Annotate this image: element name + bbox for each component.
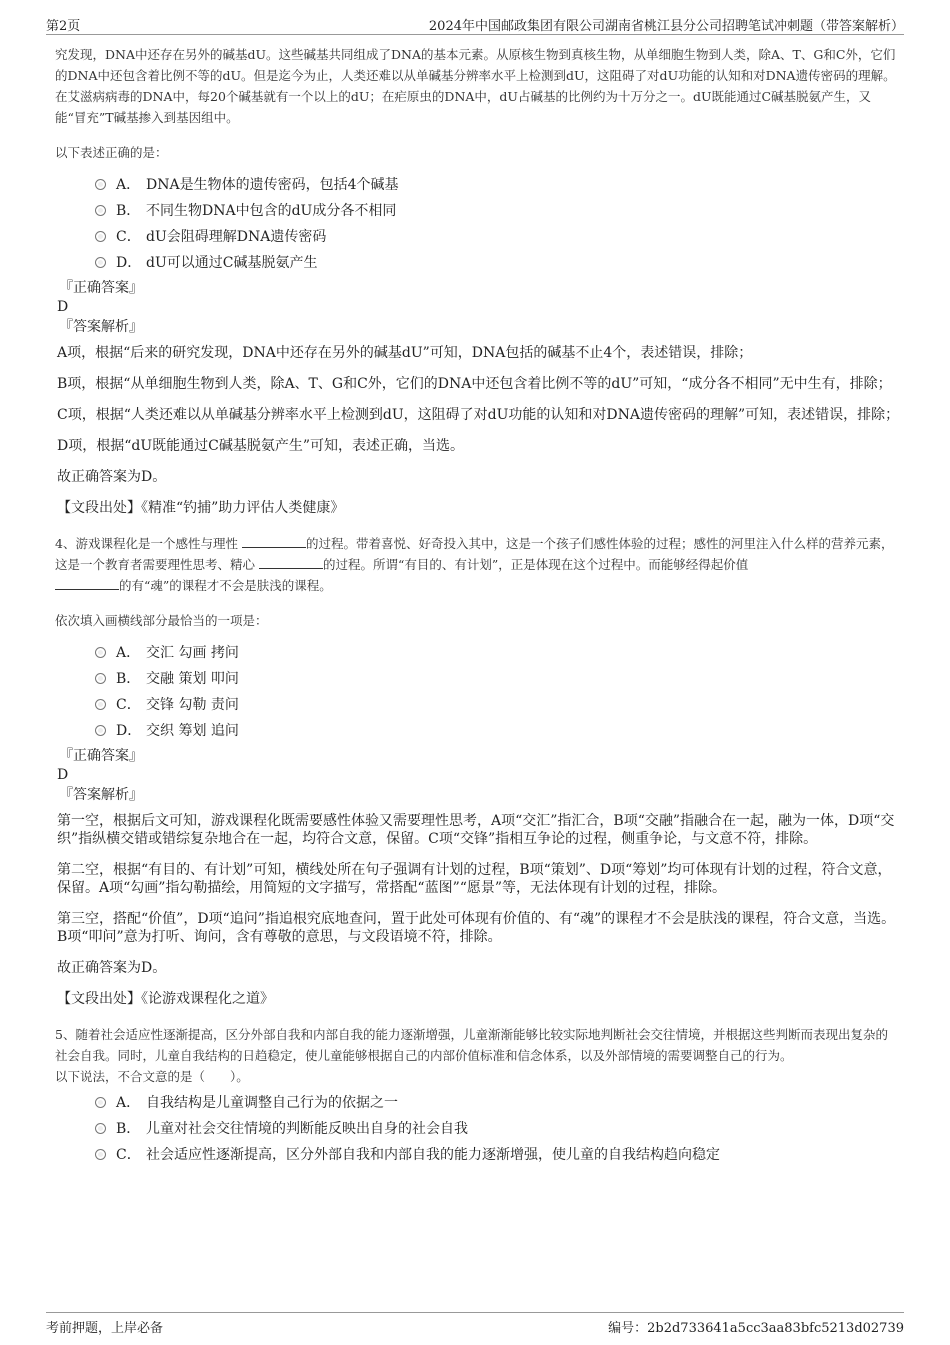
correct-answer-label: 『正确答案』 bbox=[59, 748, 143, 764]
passage-text: 究发现，DNA中还存在另外的碱基dU。这些碱基共同组成了DNA的基本元素。从原核生物到真核生物，从单细胞生物到人类，除A、T、G和C外，它们的DNA中还包含着比例不等的dU。但是迄今为止，人类还难以从单碱基分辨率水平上检测到dU，这阻碍了对dU功能的认知和对DNA遗传密码的理解。在艾滋病病毒的DNA中，每20个碱基就有一个以上的dU；在疟原虫的DNA中，dU占碱基的比例约为十万分之一。dU既能通过C碱基脱氨产生，又能“冒充”T碱基掺入到基因组中。 bbox=[55, 47, 896, 125]
radio-icon[interactable] bbox=[95, 647, 106, 658]
option-letter: B． bbox=[116, 1121, 141, 1137]
document-title: 2024年中国邮政集团有限公司湖南省桃江县分公司招聘笔试冲刺题（带答案解析） bbox=[428, 19, 904, 34]
option-letter: A． bbox=[116, 1095, 141, 1111]
radio-icon[interactable] bbox=[95, 257, 106, 268]
radio-icon[interactable] bbox=[95, 179, 106, 190]
option-letter: A． bbox=[116, 645, 141, 661]
question-prompt: 依次填入画横线部分最恰当的一项是： bbox=[55, 613, 268, 628]
page-footer bbox=[46, 1312, 904, 1335]
radio-icon[interactable] bbox=[95, 725, 106, 736]
option-text: 不同生物DNA中包含的dU成分各不相同 bbox=[146, 203, 397, 219]
radio-icon[interactable] bbox=[95, 1123, 106, 1134]
option-letter: B． bbox=[116, 203, 141, 219]
question-prompt: 以下表述正确的是： bbox=[55, 145, 168, 160]
option-text: 儿童对社会交往情境的判断能反映出自身的社会自我 bbox=[146, 1121, 468, 1137]
option-letter: D． bbox=[116, 255, 142, 271]
option-text: 自我结构是儿童调整自己行为的依据之一 bbox=[146, 1095, 398, 1111]
document-id: 编号：2b2d733641a5cc3aa83bfc5213d02739 bbox=[608, 1321, 904, 1336]
option-text: 交织 筹划 追问 bbox=[146, 723, 239, 739]
option-text: DNA是生物体的遗传密码，包括4个碱基 bbox=[146, 177, 399, 193]
option-text: dU会阻碍理解DNA遗传密码 bbox=[146, 229, 327, 245]
q4-options bbox=[95, 639, 900, 743]
document-body bbox=[55, 44, 900, 1171]
option-letter: C． bbox=[116, 1147, 141, 1163]
analysis-conclusion: 故正确答案为D。 bbox=[57, 469, 167, 485]
option-letter: D． bbox=[116, 723, 142, 739]
analysis-paragraph: 第一空，根据后文可知，游戏课程化既需要感性体验又需要理性思考，A项“交汇”指汇合，B项“交融”指融合在一起，融为一体，D项“交织”指纵横交错或错综复杂地合在一起，均符合文意，保留。C项“交锋”指相互争论的过程，侧重争论，与文意不符，排除。 bbox=[57, 813, 895, 847]
analysis-paragraph: 第三空，搭配“价值”，D项“追问”指追根究底地查问，置于此处可体现有价值的、有“魂”的课程才不会是肤浅的课程，符合文意，当选。B项“叩问”意为打听、询问，含有尊敬的意思，与文段语境不符，排除。 bbox=[57, 911, 896, 945]
option-text: 交汇 勾画 拷问 bbox=[146, 645, 239, 661]
fill-blank bbox=[55, 577, 119, 590]
analysis-conclusion: 故正确答案为D。 bbox=[57, 960, 167, 976]
radio-icon[interactable] bbox=[95, 699, 106, 710]
fill-blank bbox=[242, 535, 306, 548]
q4-option-a[interactable] bbox=[95, 639, 900, 665]
q5-option-a[interactable] bbox=[95, 1089, 900, 1115]
q3-option-b[interactable] bbox=[95, 197, 900, 223]
analysis-paragraph: C项，根据“人类还难以从单碱基分辨率水平上检测到dU，这阻碍了对dU功能的认知和对DNA遗传密码的理解”可知，表述错误，排除； bbox=[57, 407, 900, 423]
option-text: 社会适应性逐渐提高，区分外部自我和内部自我的能力逐渐增强，使儿童的自我结构趋向稳定 bbox=[146, 1147, 720, 1163]
option-letter: A． bbox=[116, 177, 141, 193]
q3-option-c[interactable] bbox=[95, 223, 900, 249]
correct-answer-label: 『正确答案』 bbox=[59, 280, 143, 296]
analysis-paragraph: B项，根据“从单细胞生物到人类，除A、T、G和C外，它们的DNA中还包含着比例不等的dU”可知，“成分各不相同”无中生有，排除； bbox=[57, 376, 892, 392]
analysis-paragraph: 第二空，根据“有目的、有计划”可知，横线处所在句子强调有计划的过程，B项“策划”、D项“筹划”均可体现有计划的过程，符合文意，保留。A项“勾画”指勾勒描绘，用简短的文字描写，常搭配“蓝图”“愿景”等，无法体现有计划的过程，排除。 bbox=[57, 862, 892, 896]
q4-option-c[interactable] bbox=[95, 691, 900, 717]
page-header bbox=[46, 12, 904, 35]
source-citation: 【文段出处】《精准“钓捕”助力评估人类健康》 bbox=[57, 500, 345, 516]
radio-icon[interactable] bbox=[95, 231, 106, 242]
fill-blank bbox=[259, 556, 323, 569]
analysis-label: 『答案解析』 bbox=[59, 787, 143, 803]
analysis-paragraph: A项，根据“后来的研究发现，DNA中还存在另外的碱基dU”可知，DNA包括的碱基不止4个，表述错误，排除； bbox=[57, 345, 753, 361]
q5-options bbox=[95, 1089, 900, 1167]
q3-option-d[interactable] bbox=[95, 249, 900, 275]
correct-answer: D bbox=[57, 299, 69, 315]
option-text: dU可以通过C碱基脱氨产生 bbox=[146, 255, 318, 271]
analysis-paragraph: D项，根据“dU既能通过C碱基脱氨产生”可知，表述正确，当选。 bbox=[57, 438, 465, 454]
radio-icon[interactable] bbox=[95, 1149, 106, 1160]
option-letter: C． bbox=[116, 229, 141, 245]
q3-options bbox=[95, 171, 900, 275]
question-stem: 4、游戏课程化是一个感性与理性 的过程。带着喜悦、好奇投入其中，这是一个孩子们感性体验的过程；感性的河里注入什么样的营养元素，这是一个教育者需要理性思考、精心 的过程。所谓“有目的、有计划”，正是体现在这个过程中。而能够经得起价值 的有“魂”的课程才不会是肤浅的课程。 bbox=[55, 536, 894, 593]
radio-icon[interactable] bbox=[95, 1097, 106, 1108]
option-letter: B． bbox=[116, 671, 141, 687]
option-text: 交融 策划 叩问 bbox=[146, 671, 239, 687]
correct-answer: D bbox=[57, 767, 69, 783]
q5-option-c[interactable] bbox=[95, 1141, 900, 1167]
q4-option-d[interactable] bbox=[95, 717, 900, 743]
option-letter: C． bbox=[116, 697, 141, 713]
radio-icon[interactable] bbox=[95, 673, 106, 684]
q4-option-b[interactable] bbox=[95, 665, 900, 691]
page-number: 第2页 bbox=[46, 19, 81, 34]
question-stem: 5、随着社会适应性逐渐提高，区分外部自我和内部自我的能力逐渐增强，儿童渐渐能够比较实际地判断社会交往情境，并根据这些判断而表现出复杂的社会自我。同时，儿童自我结构的日趋稳定，使儿童能够根据自己的内部价值标准和信念体系，以及外部情境的需要调整自己的行为。 bbox=[55, 1027, 888, 1063]
source-citation: 【文段出处】《论游戏课程化之道》 bbox=[57, 991, 274, 1007]
footer-slogan: 考前押题，上岸必备 bbox=[46, 1321, 164, 1336]
option-text: 交锋 勾勒 责问 bbox=[146, 697, 239, 713]
q5-option-b[interactable] bbox=[95, 1115, 900, 1141]
q3-option-a[interactable] bbox=[95, 171, 900, 197]
analysis-label: 『答案解析』 bbox=[59, 319, 143, 335]
question-prompt: 以下说法，不合文意的是（ ）。 bbox=[55, 1069, 249, 1084]
radio-icon[interactable] bbox=[95, 205, 106, 216]
